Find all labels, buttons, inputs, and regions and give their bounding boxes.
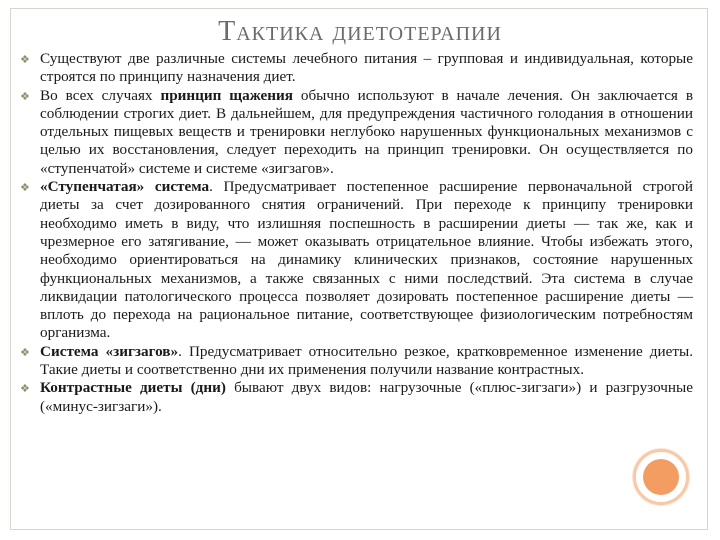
bold-term: Контрастные диеты (дни): [40, 379, 226, 397]
bullet-list: [20, 50, 696, 416]
list-item: [20, 50, 696, 87]
bold-term: Система «зигзагов»: [40, 342, 179, 360]
diamond-bullet-icon: ❖: [20, 54, 30, 66]
bold-term: принцип щажения: [160, 86, 293, 104]
list-item: [20, 343, 696, 380]
diamond-bullet-icon: ❖: [20, 383, 30, 396]
decorative-circle-inner: [643, 459, 679, 495]
list-item-text: Существуют две различные системы лечебного питания – групповая и индивидуальная, которые строятся по принципу назначения диет.: [40, 50, 693, 86]
decorative-circle: [633, 449, 689, 505]
list-item-text: Во всех случаях принцип щажения обычно используют в начале лечения. Он заключается в соблюдении строгих диет. В дальнейшем, для предупреждения частичного голодания в отношении отдельных пищевых веществ и тренировки неглубоко нарушенных функциональных механизмов с целью их восстановления, следует переходить на принцип тренировки. Он осуществляется по «ступенчатой» системе и системе «зигзагов».: [40, 86, 693, 177]
list-item: [20, 178, 696, 343]
diamond-bullet-icon: ❖: [20, 90, 30, 103]
slide-title: Тактика диетотерапии: [218, 16, 502, 47]
bold-term: «Ступенчатая» система: [40, 178, 210, 196]
list-item: [20, 87, 696, 178]
list-item-text: «Ступенчатая» система. Предусматривает постепенное расширение первоначальной строгой диеты за счет дозированного снятия ограничений. При переходе к принципу тренировки необходимо иметь в виду, что излишняя поспешность в расширении диеты — так же, как и чрезмерное его затягивание, — может оказывать отрицательное влияние. Чтобы избежать этого, необходимо ориентироваться на динамику клинических признаков, состояние нарушенных функциональных механизмов, а также связанных с ними последствий. Эта система в случае ликвидации патологического процесса позволяет дозировать постепенное расширение диеты — вплоть до перехода на рациональное питание, соответствующее физиологическим потребностям организма.: [40, 178, 693, 342]
diamond-bullet-icon: ❖: [20, 182, 30, 195]
list-item-text: Контрастные диеты (дни) бывают двух видов: нагрузочные («плюс-зигзаги») и разгрузочные («минус-зигзаги»).: [40, 379, 693, 415]
list-item-text: Система «зигзагов». Предусматривает относительно резкое, кратковременное изменение диеты. Такие диеты и соответственно дни их применения получили название контрастных.: [40, 342, 693, 379]
list-item: [20, 379, 696, 416]
diamond-bullet-icon: ❖: [20, 346, 30, 359]
